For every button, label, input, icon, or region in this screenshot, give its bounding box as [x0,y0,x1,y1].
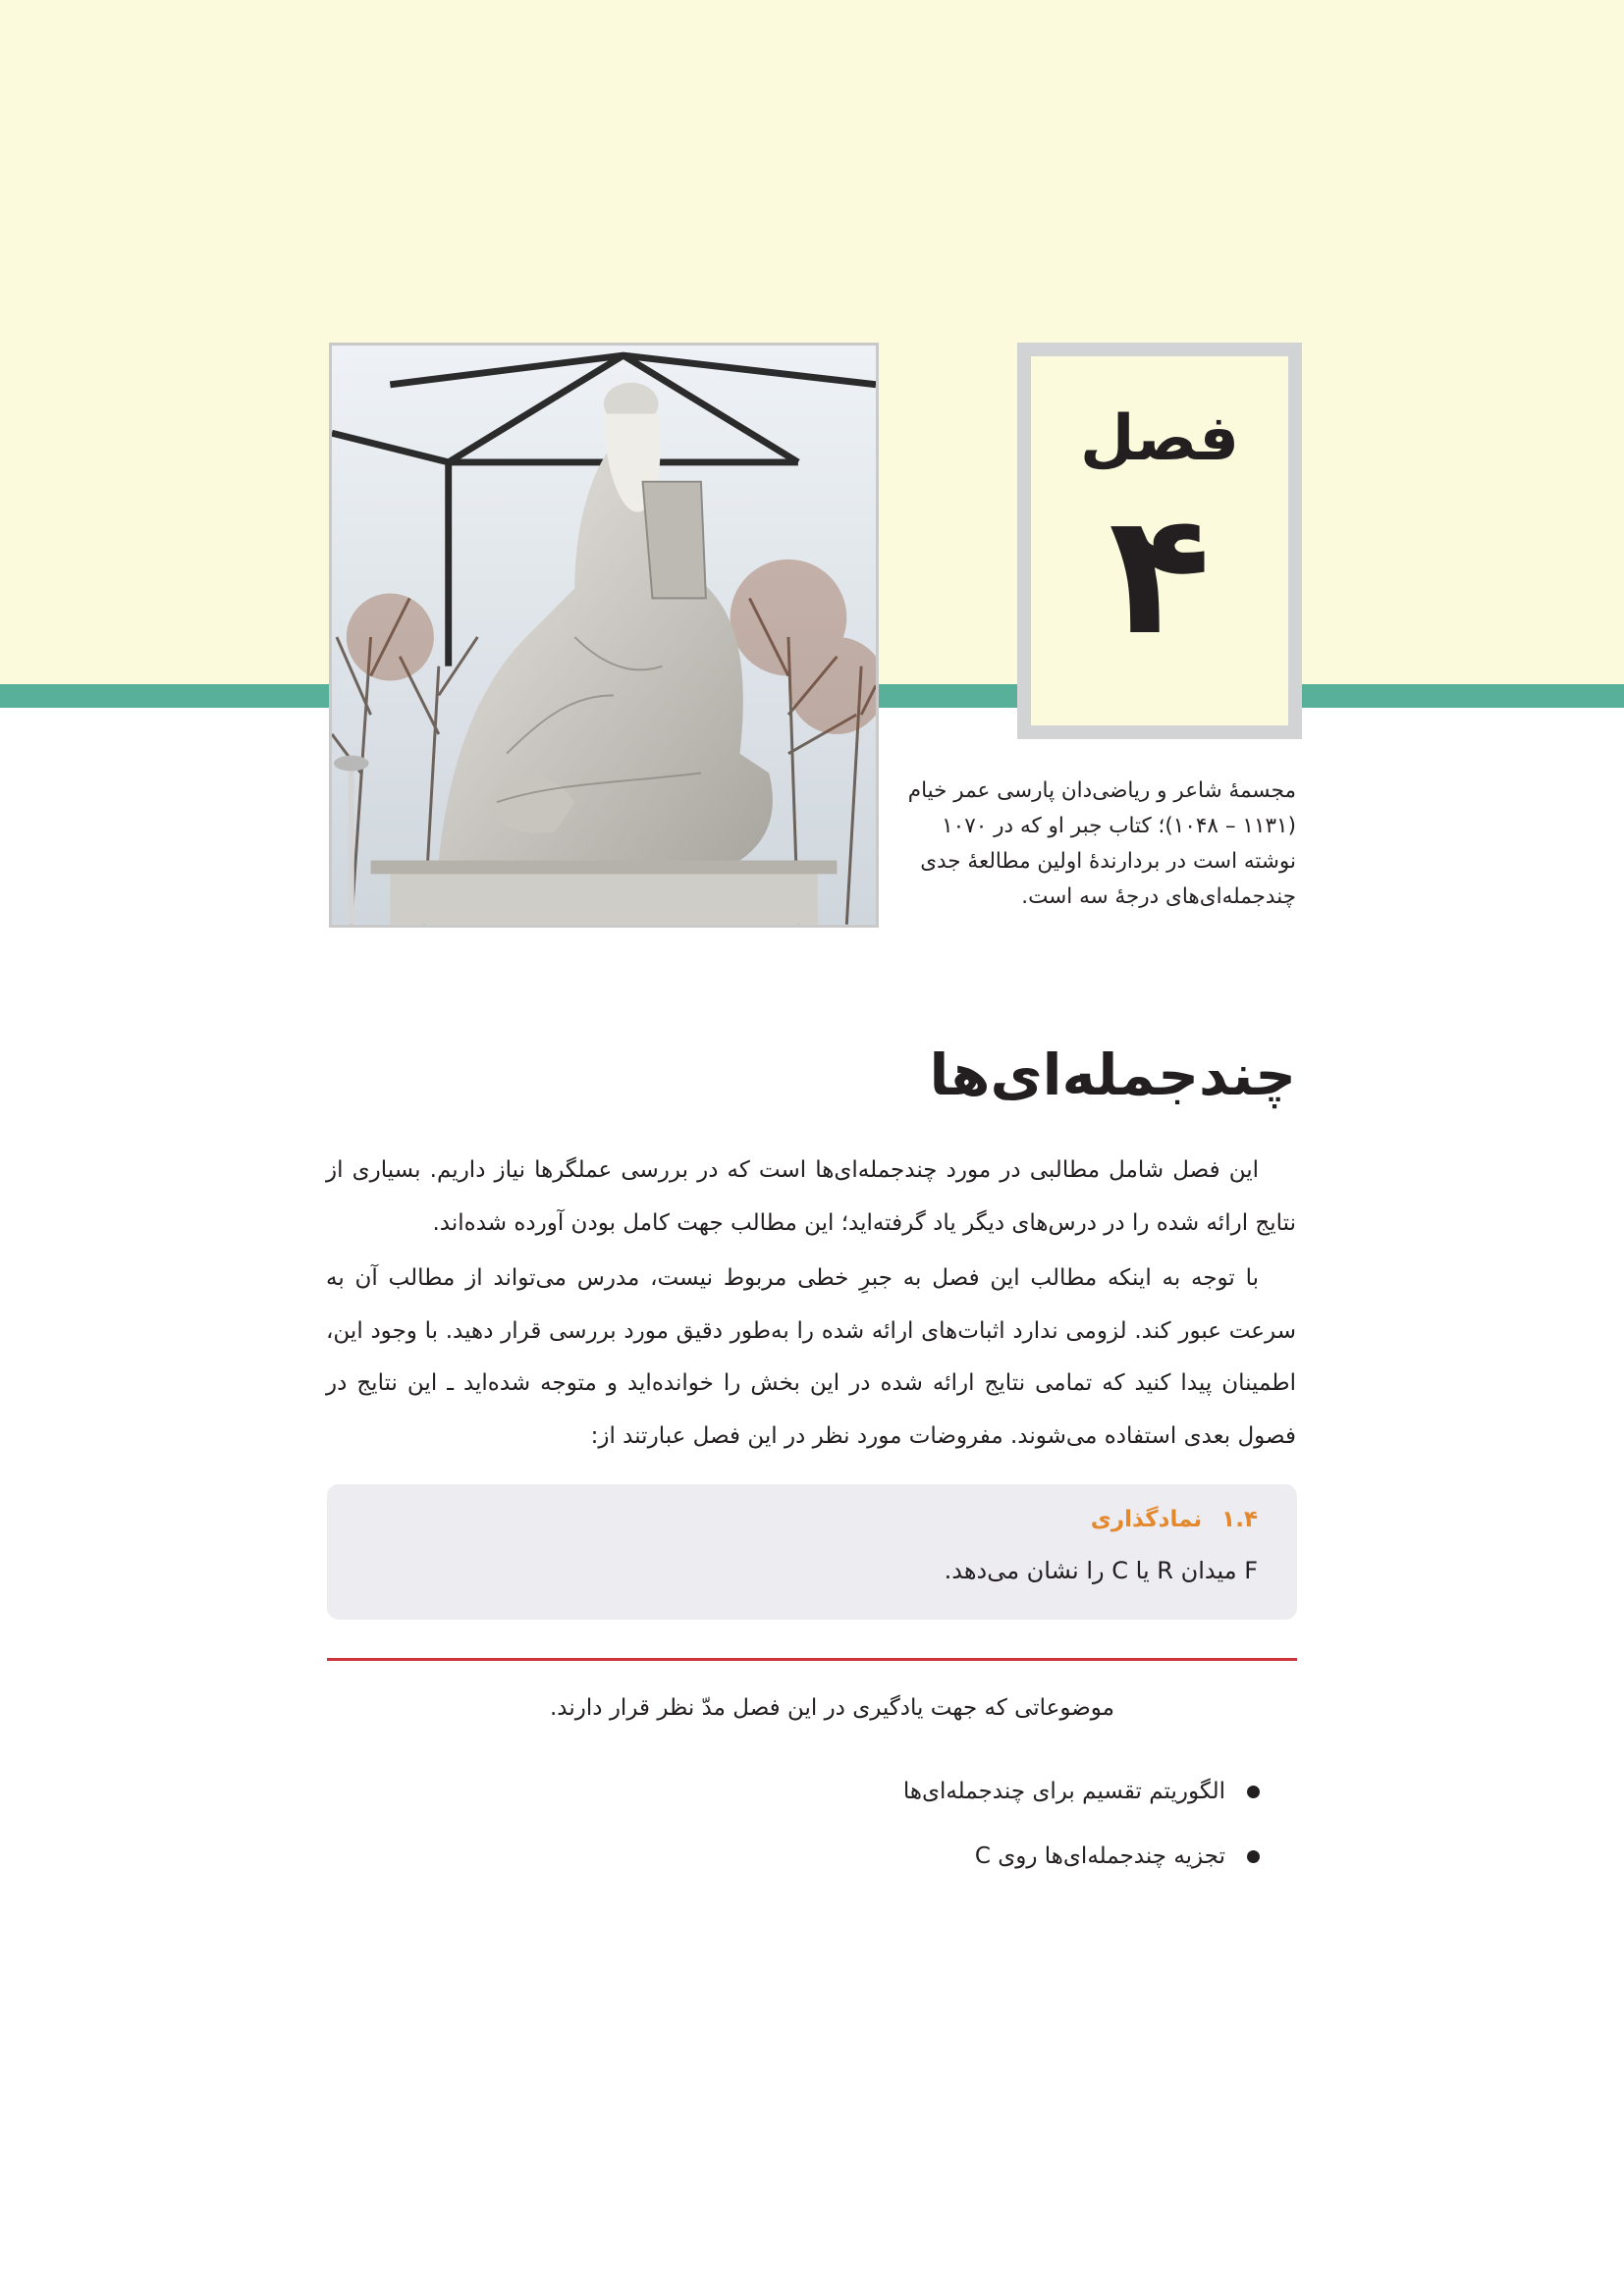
notation-heading [1091,1507,1258,1532]
objective-text: تجزیه چندجمله‌ای‌ها روی C [974,1843,1225,1869]
bullet-icon [1247,1850,1260,1863]
caption-line: چندجمله‌ای‌های درجهٔ سه است. [1021,884,1296,909]
section-divider [327,1658,1297,1661]
objectives-intro: موضوعاتی که جهت یادگیری در این فصل مدّ نظر قرار دارند. [549,1695,1114,1721]
caption-line: نوشته است در بردارندهٔ اولین مطالعهٔ جدی [920,849,1296,874]
chapter-badge [1017,343,1302,739]
list-item [687,1835,1260,1878]
notation-box [327,1484,1297,1620]
objectives-list [687,1770,1260,1899]
caption-line: (۱۱۳۱ – ۱۰۴۸)؛ کتاب جبر او که در ۱۰۷۰ [942,814,1296,838]
caption-line: مجسمهٔ شاعر و ریاضی‌دان پارسی عمر خیام [907,778,1296,803]
objective-text: الگوریتم تقسیم برای چندجمله‌ای‌ها [902,1779,1225,1804]
chapter-number: ۴ [1109,478,1211,672]
notation-title: نمادگذاری [1090,1507,1203,1532]
chapter-title: چندجمله‌ای‌ها [929,1041,1296,1108]
notation-number: ۱.۴ [1221,1507,1258,1532]
khayyam-statue-photo [329,343,879,928]
paragraph: با توجه به اینکه مطالب این فصل به جبرِ خطی مربوط نیست، مدرس می‌تواند از مطالب آن به سرعت عبور کند. لزومی ندارد اثبات‌های ارائه شده را به‌طور دقیق مورد بررسی قرار دهید. با وجود این، اطمینان پیدا کنید که تمامی نتایج ارائه شده در این بخش را خوانده‌اید و متوجه شده‌اید ـ این نتایج در فصول بعدی استفاده می‌شوند. مفروضات مورد نظر در این فصل عبارتند از: [326,1265,1296,1449]
paragraph: این فصل شامل مطالبی در مورد چندجمله‌ای‌ها است که در بررسی عملگرها نیاز داریم. بسیاری از نتایج ارائه شده را در درس‌های دیگر یاد گرفته‌اید؛ این مطالب جهت کامل بودن آورده شده‌اند. [326,1157,1296,1236]
notation-body: F میدان R یا C را نشان می‌دهد. [944,1557,1258,1584]
bullet-icon [1247,1786,1260,1798]
intro-text [326,1145,1296,1466]
chapter-label: فصل [1079,402,1240,475]
list-item [687,1770,1260,1813]
photo-caption [898,774,1296,915]
